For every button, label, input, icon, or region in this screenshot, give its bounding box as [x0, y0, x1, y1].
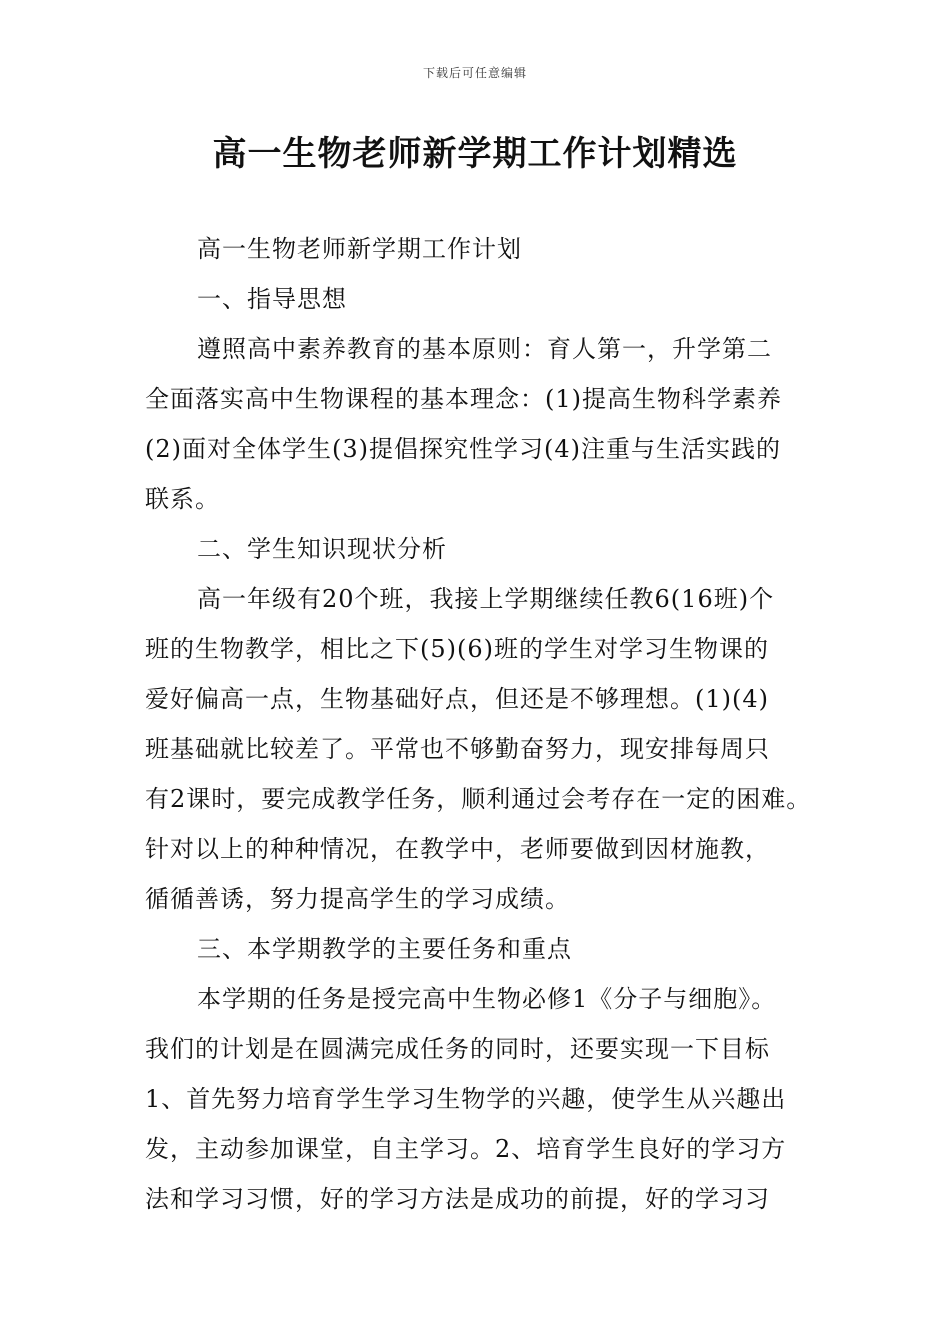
body-line: 联系。	[145, 485, 220, 513]
body-line: 班的生物教学，相比之下(5)(6)班的学生对学习生物课的	[145, 635, 769, 663]
body-line: 一、指导思想	[197, 285, 347, 313]
document-title: 高一生物老师新学期工作计划精选	[212, 134, 738, 174]
body-line: 遵照高中素养教育的基本原则：育人第一，升学第二	[197, 335, 772, 363]
body-line: 发，主动参加课堂，自主学习。2、培育学生良好的学习方	[145, 1135, 787, 1163]
body-line: 本学期的任务是授完高中生物必修1《分子与细胞》。	[197, 985, 777, 1013]
body-line: 高一年级有20个班，我接上学期继续任教6(16班)个	[197, 585, 775, 613]
header-note: 下载后可任意编辑	[422, 66, 527, 80]
body-line: (2)面对全体学生(3)提倡探究性学习(4)注重与生活实践的	[145, 435, 781, 463]
body-line: 三、本学期教学的主要任务和重点	[197, 935, 572, 963]
body-line: 全面落实高中生物课程的基本理念：(1)提高生物科学素养	[145, 385, 782, 413]
body-line: 二、学生知识现状分析	[197, 535, 447, 563]
body-line: 高一生物老师新学期工作计划	[197, 235, 522, 263]
body-line: 班基础就比较差了。平常也不够勤奋努力，现安排每周只	[145, 735, 770, 763]
body-line: 我们的计划是在圆满完成任务的同时，还要实现一下目标	[145, 1035, 770, 1063]
document-body	[145, 224, 825, 1224]
body-line: 爱好偏高一点，生物基础好点，但还是不够理想。(1)(4)	[145, 685, 769, 713]
body-line: 循循善诱，努力提高学生的学习成绩。	[145, 885, 570, 913]
body-line: 1、首先努力培育学生学习生物学的兴趣，使学生从兴趣出	[145, 1085, 787, 1113]
body-line: 有2课时，要完成教学任务，顺利通过会考存在一定的困难。	[145, 785, 812, 813]
body-line: 针对以上的种种情况，在教学中，老师要做到因材施教，	[145, 835, 770, 863]
body-line: 法和学习习惯，好的学习方法是成功的前提，好的学习习	[145, 1185, 770, 1213]
